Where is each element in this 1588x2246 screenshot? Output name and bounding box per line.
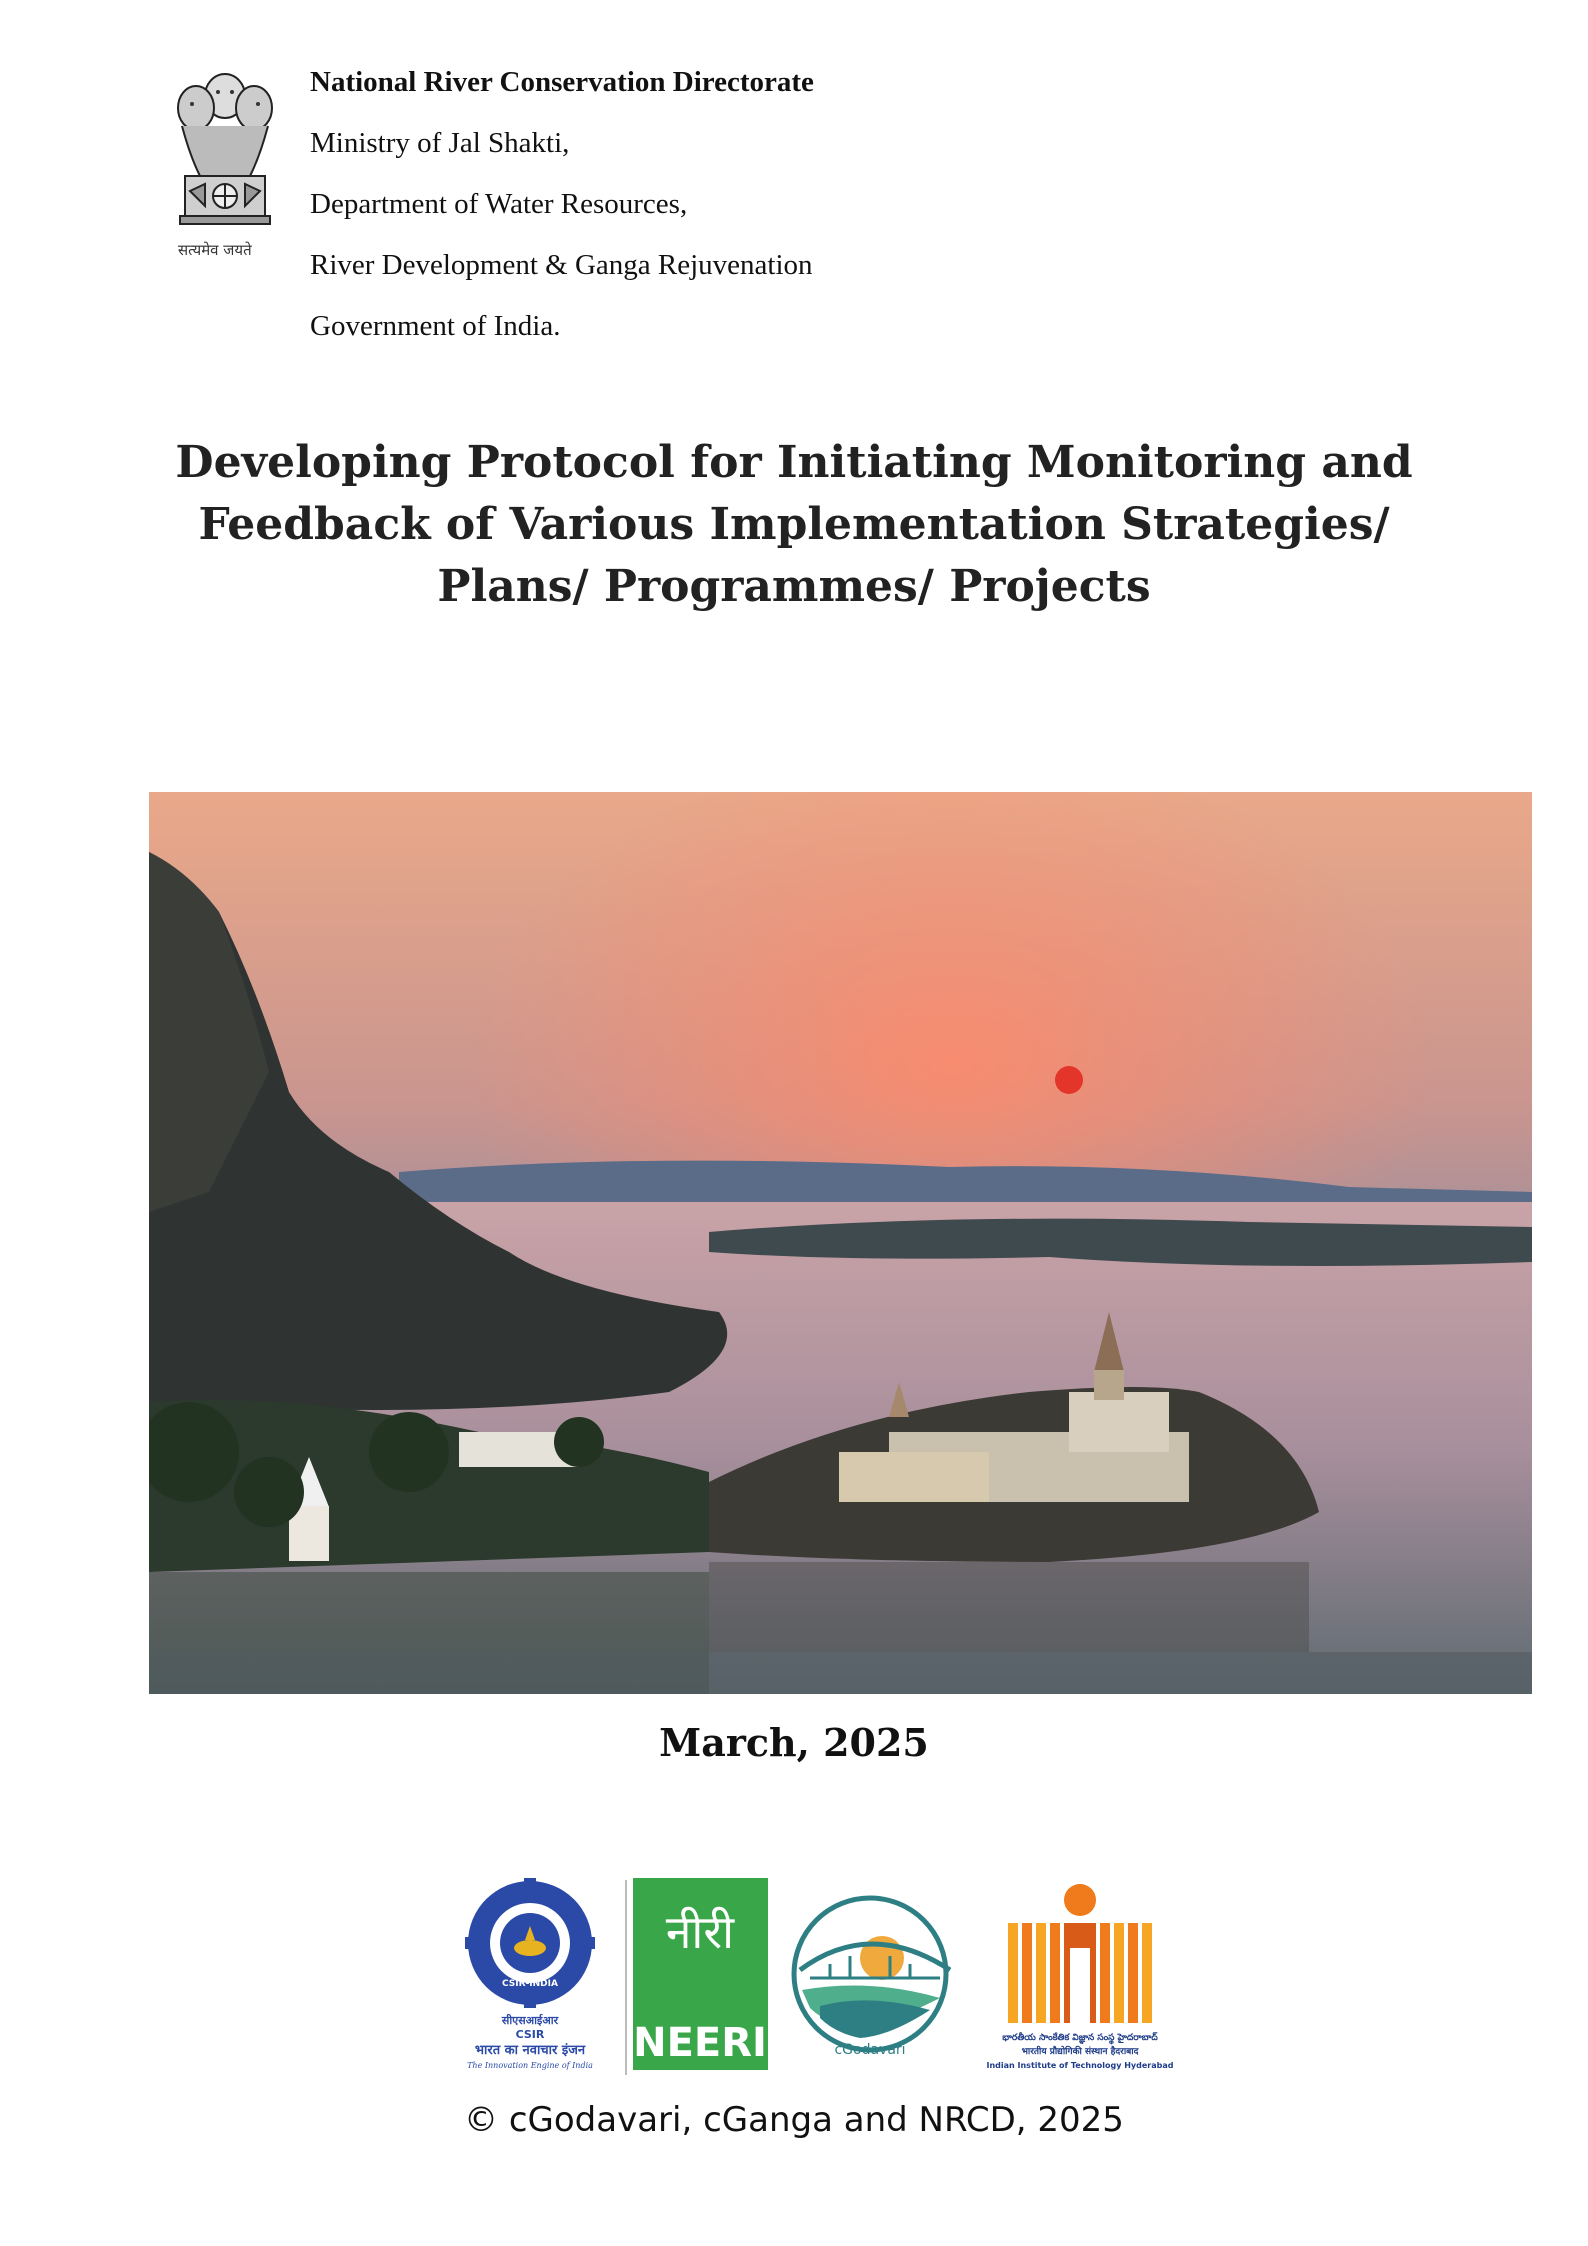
- cover-photo: [149, 792, 1532, 1694]
- iith-hindi: भारतीय प्रौद्योगिकी संस्थान हैदराबाद: [1021, 2047, 1139, 2057]
- csir-label: CSIR: [515, 2028, 545, 2041]
- csir-hindi: सीएसआईआर: [501, 2014, 559, 2027]
- copyright-notice: © cGodavari, cGanga and NRCD, 2025: [464, 2100, 1124, 2140]
- header: [170, 52, 970, 352]
- logo-divider: [625, 1880, 627, 2075]
- division-line: River Development & Ganga Rejuvenation: [310, 249, 813, 281]
- cgodavari-text: cGodavari: [834, 2042, 906, 2058]
- organization-block: [310, 52, 814, 357]
- government-line: Government of India.: [310, 310, 561, 342]
- iith-english: Indian Institute of Technology Hyderabad: [986, 2061, 1174, 2070]
- title-line-3: Plans/ Programmes/ Projects: [437, 561, 1151, 612]
- cgodavari-logo: [790, 1878, 960, 2082]
- title-line-2: Feedback of Various Implementation Strategies/: [198, 499, 1390, 550]
- publication-date: March, 2025: [659, 1720, 929, 1765]
- csir-tagline: The Innovation Engine of India: [467, 2061, 593, 2070]
- document-title: [100, 432, 1488, 618]
- ministry-line: Ministry of Jal Shakti,: [310, 127, 570, 159]
- department-line: Department of Water Resources,: [310, 188, 688, 220]
- neeri-logo: [633, 1878, 768, 2070]
- emblem-motto: सत्यमेव जयते: [178, 241, 252, 259]
- neeri-hindi: नीरी: [665, 1905, 735, 1959]
- csir-tagline-hindi: भारत का नवाचार इंजन: [474, 2043, 586, 2058]
- org-name: National River Conservation Directorate: [310, 66, 814, 98]
- iith-logo: [980, 1878, 1175, 2082]
- iith-telugu: భారతీయ సాంకేతిక విజ్ఞాన సంస్థ హైదరాబాద్: [1002, 2033, 1158, 2043]
- title-line-1: Developing Protocol for Initiating Monitoring and: [175, 437, 1413, 488]
- book-pillars-icon: [1008, 1923, 1152, 2023]
- national-emblem-icon: [170, 56, 280, 276]
- csir-logo: [455, 1878, 605, 2082]
- neeri-text: NEERI: [633, 2020, 767, 2066]
- csir-ring-text: CSIR-INDIA: [502, 1979, 558, 1989]
- partner-logos: [455, 1878, 1175, 2078]
